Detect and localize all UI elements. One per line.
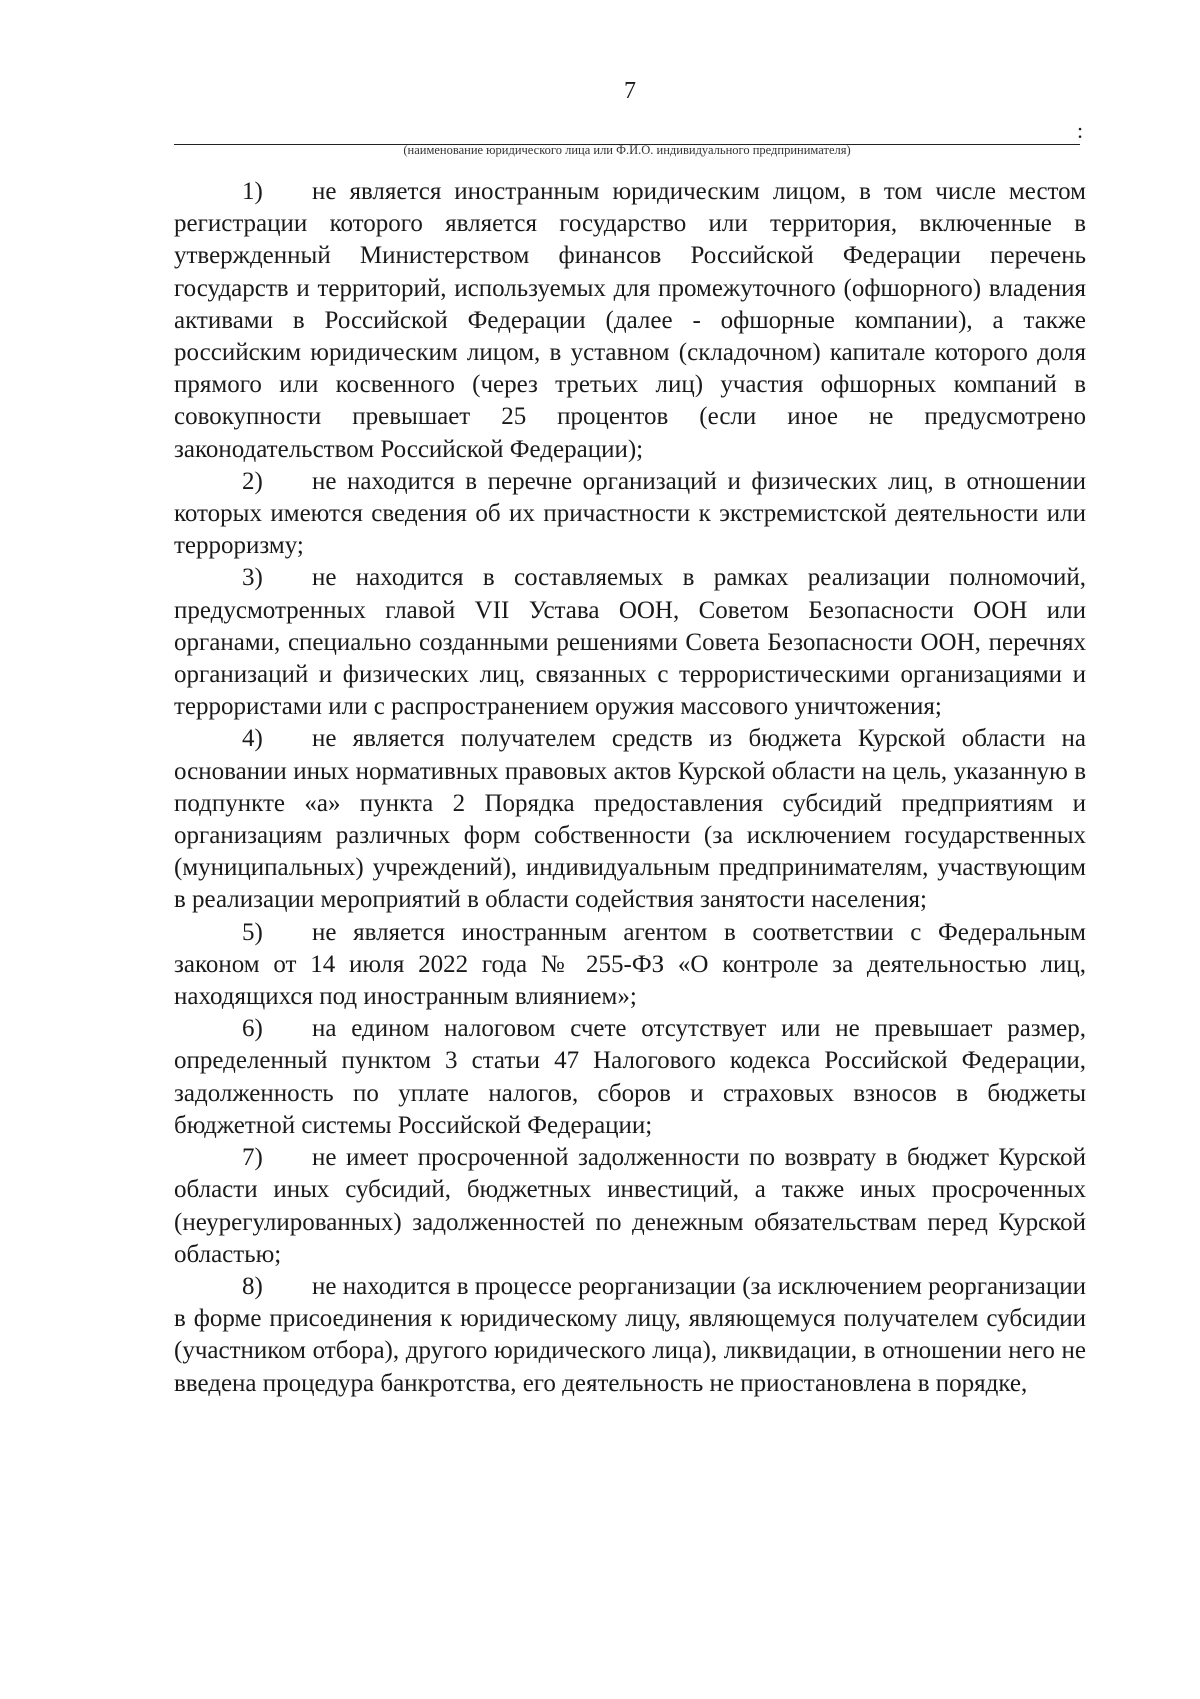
condition-number: 8) bbox=[242, 1272, 263, 1300]
condition-item-5 bbox=[174, 917, 1086, 1014]
conditions-list bbox=[174, 176, 1086, 1400]
condition-number: 3) bbox=[242, 564, 263, 592]
condition-text: не находится в составляемых в рамках реализации полномочий, предусмотренных главой VII Устава ООН, Советом Безопасности ООН или органами, специально созданными решениями Совета Безопасности ООН, перечнях организаций и физических лиц, связанных с террористическими организациями и террористами или с распространением оружия массового уничтожения; bbox=[174, 564, 1086, 721]
condition-number: 2) bbox=[242, 467, 263, 495]
condition-item-3 bbox=[174, 562, 1086, 723]
condition-text: на едином налоговом счете отсутствует или не превышает размер, определенный пунктом 3 статьи 47 Налогового кодекса Российской Федерации, задолженность по уплате налогов, сборов и страховых взносов в бюджеты бюджетной системы Российской Федерации; bbox=[174, 1015, 1086, 1139]
condition-number: 1) bbox=[242, 178, 263, 205]
condition-item-1 bbox=[174, 176, 1086, 466]
applicant-name-caption: (наименование юридического лица или Ф.И.О. индивидуального предпринимателя) bbox=[403, 143, 851, 157]
condition-number: 4) bbox=[242, 725, 263, 753]
condition-item-2 bbox=[174, 466, 1086, 563]
condition-item-7 bbox=[174, 1142, 1086, 1271]
page-number: 7 bbox=[624, 78, 636, 104]
condition-text: не находится в процессе реорганизации (за исключением реорганизации в форме присоединения к юридическому лицу, являющемуся получателем субсидии (участником отбора), другого юридического лица), ликвидации, в отношении него не введена процедура банкротства, его деятельность не приостановлена в порядке, bbox=[174, 1272, 1086, 1397]
condition-item-6 bbox=[174, 1013, 1086, 1142]
condition-text: не является иностранным юридическим лицом, в том числе местом регистрации которого является государство или территория, включенные в утвержденный Министерством финансов Российской Федерации перечень государств и территорий, используемых для промежуточного (офшорного) владения активами в Российской Федерации (далее - офшорные компании), а также российским юридическим лицом, в уставном (складочном) капитале которого доля прямого или косвенного (через третьих лиц) участия офшорных компаний в совокупности превышает 25 процентов (если иное не предусмотрено законодательством Российской Федерации); bbox=[174, 178, 1086, 463]
condition-number: 7) bbox=[242, 1144, 263, 1172]
condition-text: не является получателем средств из бюджета Курской области на основании иных нормативных правовых актов Курской области на цель, указанную в подпункте «а» пункта 2 Порядка предоставления субсидий предприятиям и организациям различных форм собственности (за исключением государственных (муниципальных) учреждений), индивидуальным предпринимателям, участвующим в реализации мероприятий в области содействия занятости населения; bbox=[174, 725, 1086, 914]
condition-text: не находится в перечне организаций и физических лиц, в отношении которых имеются сведения об их причастности к экстремистской деятельности или терроризму; bbox=[174, 467, 1086, 560]
applicant-name-colon: : bbox=[1077, 118, 1084, 143]
condition-number: 6) bbox=[242, 1015, 263, 1043]
condition-text: не является иностранным агентом в соответствии с Федеральным законом от 14 июля 2022 года № 255-ФЗ «О контроле за деятельностью лиц, находящихся под иностранным влиянием»; bbox=[174, 918, 1086, 1011]
condition-item-4 bbox=[174, 723, 1086, 916]
condition-number: 5) bbox=[242, 918, 263, 946]
condition-text: не имеет просроченной задолженности по возврату в бюджет Курской области иных субсидий, бюджетных инвестиций, а также иных просроченных (неурегулированных) задолженностей по денежным обязательствам перед Курской областью; bbox=[174, 1144, 1086, 1268]
condition-item-8 bbox=[174, 1271, 1086, 1400]
